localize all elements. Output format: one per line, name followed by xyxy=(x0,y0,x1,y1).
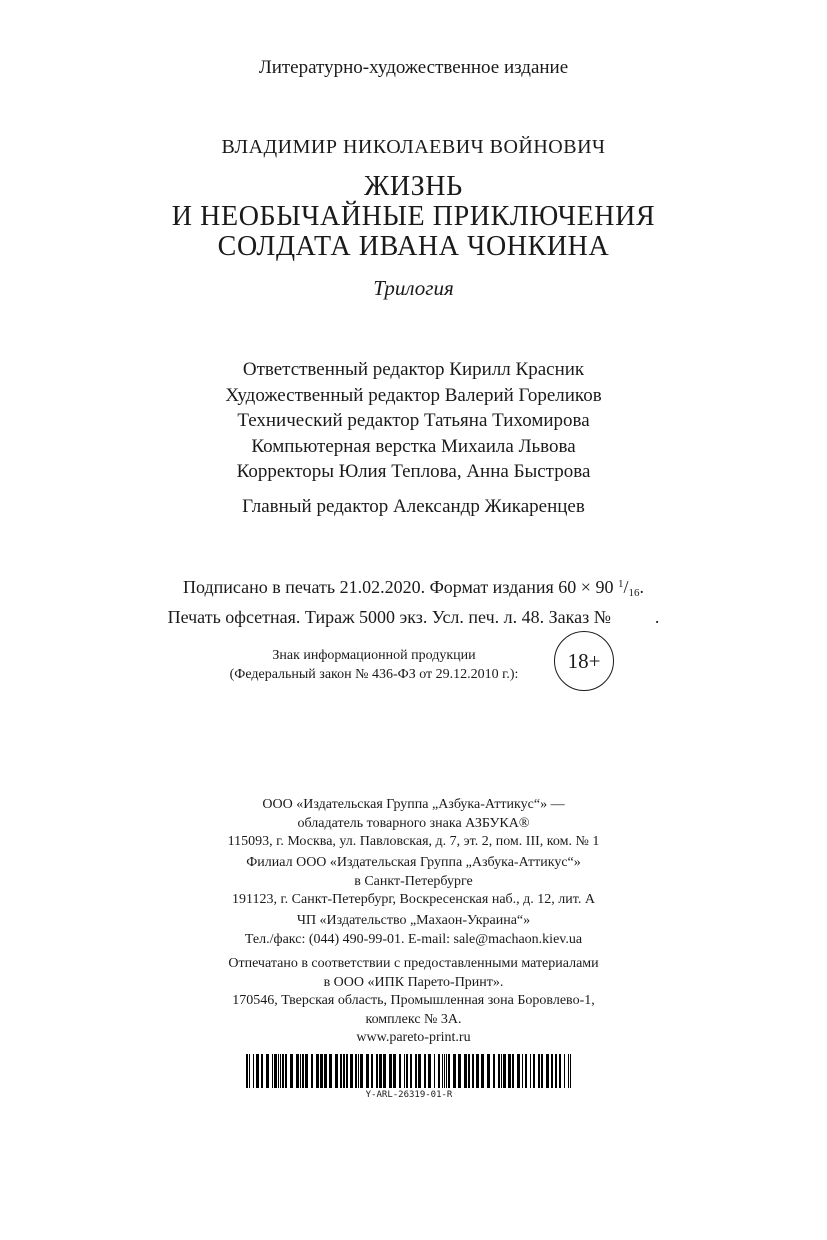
print-info-punct: . xyxy=(639,577,644,597)
barcode-bar xyxy=(522,1054,523,1088)
imprint-line: ЧП «Издательство „Махаон-Украина“» xyxy=(296,913,531,928)
barcode-bar xyxy=(282,1054,284,1088)
barcode-bar xyxy=(285,1054,287,1088)
barcode-bar xyxy=(376,1054,378,1088)
print-info-text: Печать офсетная. Тираж 5000 экз. Усл. печ. л. 48. Заказ № xyxy=(167,607,611,627)
barcode-bar xyxy=(503,1054,506,1088)
print-info-line-2 xyxy=(0,605,827,629)
barcode-bar xyxy=(371,1054,373,1088)
barcode-bar xyxy=(512,1054,514,1088)
barcode-bar xyxy=(538,1054,540,1088)
barcode-bar xyxy=(246,1054,248,1088)
format-denominator: 16 xyxy=(628,587,640,599)
barcode-bar xyxy=(444,1054,445,1088)
barcode-bar xyxy=(525,1054,527,1088)
barcode-bars xyxy=(244,1054,574,1088)
barcode-bar xyxy=(498,1054,500,1088)
barcode-bar xyxy=(559,1054,561,1088)
barcode-bar xyxy=(551,1054,553,1088)
imprint-ukraine xyxy=(0,912,827,949)
barcode-bar xyxy=(555,1054,557,1088)
barcode-bar xyxy=(517,1054,520,1088)
barcode-bar xyxy=(350,1054,353,1088)
barcode-bar xyxy=(383,1054,386,1088)
barcode-bar xyxy=(278,1054,279,1088)
edition-type: Литературно-художественное издание xyxy=(258,57,569,78)
age-rating-value: 18+ xyxy=(567,648,601,673)
barcode-bar xyxy=(458,1054,461,1088)
barcode-bar xyxy=(343,1054,345,1088)
barcode-bar xyxy=(272,1054,273,1088)
credit-line: Компьютерная верстка Михаила Львова xyxy=(251,435,576,457)
barcode-bar xyxy=(428,1054,431,1088)
barcode-bar xyxy=(256,1054,259,1088)
barcode-bar xyxy=(404,1054,405,1088)
barcode-bar xyxy=(249,1054,250,1088)
barcode-bar xyxy=(481,1054,484,1088)
credit-line: Ответственный редактор Кирилл Красник xyxy=(242,359,585,380)
barcode-bar xyxy=(296,1054,299,1088)
book-title xyxy=(0,172,827,262)
credit-line: Корректоры Юлия Теплова, Анна Быстрова xyxy=(236,461,591,482)
barcode-bar xyxy=(438,1054,440,1088)
imprint-line: Отпечатано в соответствии с предоставленными материалами xyxy=(228,956,599,971)
barcode-bar xyxy=(570,1054,571,1088)
barcode-bar xyxy=(355,1054,357,1088)
barcode-bar xyxy=(290,1054,293,1088)
book-subtitle: Трилогия xyxy=(373,276,454,300)
barcode-bar xyxy=(448,1054,450,1088)
imprint-line: 191123, г. Санкт-Петербург, Воскресенская наб., д. 12, лит. А xyxy=(232,892,595,907)
format-slash: / xyxy=(623,577,629,597)
barcode-bar xyxy=(274,1054,277,1088)
barcode-bar xyxy=(406,1054,408,1088)
title-line: ЖИЗНЬ xyxy=(364,171,463,202)
barcode-bar xyxy=(253,1054,254,1088)
title-line: СОЛДАТА ИВАНА ЧОНКИНА xyxy=(217,231,610,262)
barcode-bar xyxy=(379,1054,382,1088)
credit-line: Художественный редактор Валерий Гореликов xyxy=(225,384,602,406)
credits-list xyxy=(0,357,827,485)
barcode-bar xyxy=(418,1054,421,1088)
barcode-bar xyxy=(541,1054,543,1088)
chief-editor: Главный редактор Александр Жикаренцев xyxy=(242,496,585,517)
barcode-bar xyxy=(324,1054,327,1088)
barcode-bar xyxy=(472,1054,474,1088)
barcode-bar xyxy=(366,1054,369,1088)
age-rating-badge xyxy=(554,631,614,691)
barcode-bar xyxy=(564,1054,565,1088)
print-info-line-1 xyxy=(0,572,827,605)
imprint-line: 170546, Тверская область, Промышленная зона Боровлево-1, xyxy=(232,993,595,1008)
barcode-bar xyxy=(476,1054,479,1088)
barcode-bar xyxy=(280,1054,281,1088)
barcode-bar xyxy=(464,1054,467,1088)
age-rating-line: Знак информационной продукции xyxy=(272,648,476,663)
barcode-bar xyxy=(424,1054,426,1088)
barcode-bar xyxy=(415,1054,417,1088)
imprint-line: www.pareto-print.ru xyxy=(356,1030,471,1045)
barcode-bar xyxy=(508,1054,511,1088)
barcode-bar xyxy=(399,1054,401,1088)
barcode-bar xyxy=(302,1054,304,1088)
imprint-printer xyxy=(0,955,827,1048)
barcode-bar xyxy=(389,1054,392,1088)
barcode-bar xyxy=(410,1054,412,1088)
barcode-bar xyxy=(530,1054,531,1088)
format-fraction xyxy=(618,577,640,597)
imprint-branch xyxy=(0,854,827,910)
title-line: И НЕОБЫЧАЙНЫЕ ПРИКЛЮЧЕНИЯ xyxy=(171,201,656,232)
barcode-bar xyxy=(568,1054,569,1088)
print-info-punct: . xyxy=(654,607,660,627)
barcode-bar xyxy=(316,1054,319,1088)
imprint-line: обладатель товарного знака АЗБУКА® xyxy=(297,815,530,831)
author-name: ВЛАДИМИР НИКОЛАЕВИЧ ВОЙНОВИЧ xyxy=(221,136,606,158)
barcode-bar xyxy=(266,1054,269,1088)
imprint-line: ООО «Издательская Группа „Азбука-Аттикус“» — xyxy=(262,797,565,812)
imprint-line: в Санкт-Петербурге xyxy=(354,873,473,889)
barcode-bar xyxy=(501,1054,502,1088)
barcode xyxy=(244,1054,574,1100)
barcode-bar xyxy=(442,1054,443,1088)
barcode-bar xyxy=(305,1054,308,1088)
barcode-bar xyxy=(446,1054,447,1088)
print-info-text: Подписано в печать 21.02.2020. Формат издания 60 × 90 xyxy=(183,577,618,597)
imprint-line: комплекс № 3А. xyxy=(365,1011,462,1027)
barcode-bar xyxy=(533,1054,535,1088)
barcode-bar xyxy=(311,1054,313,1088)
imprint-line: 115093, г. Москва, ул. Павловская, д. 7, эт. 2, пом. III, ком. № 1 xyxy=(227,834,600,849)
barcode-bar xyxy=(546,1054,549,1088)
imprint-publisher xyxy=(0,796,827,852)
barcode-bar xyxy=(358,1054,359,1088)
print-info xyxy=(0,572,827,629)
imprint-line: Тел./факс: (044) 490-99-01. E-mail: sale@machaon.kiev.ua xyxy=(244,931,583,947)
barcode-bar xyxy=(360,1054,363,1088)
imprint-line: Филиал ООО «Издательская Группа „Азбука-Аттикус“» xyxy=(246,855,581,870)
barcode-bar xyxy=(393,1054,396,1088)
barcode-code: Y-ARL-26319-01-R xyxy=(365,1090,453,1100)
barcode-bar xyxy=(340,1054,342,1088)
barcode-bar xyxy=(329,1054,332,1088)
barcode-bar xyxy=(261,1054,263,1088)
barcode-bar xyxy=(320,1054,323,1088)
barcode-bar xyxy=(346,1054,348,1088)
barcode-bar xyxy=(487,1054,490,1088)
credit-line: Технический редактор Татьяна Тихомирова xyxy=(237,410,590,431)
imprint-line: в ООО «ИПК Парето-Принт». xyxy=(323,974,504,990)
barcode-bar xyxy=(468,1054,470,1088)
format-numerator: 1 xyxy=(617,578,624,590)
age-rating-line: (Федеральный закон № 436-ФЗ от 29.12.2010 г.): xyxy=(229,667,519,682)
barcode-bar xyxy=(453,1054,456,1088)
barcode-bar xyxy=(493,1054,495,1088)
barcode-bar xyxy=(335,1054,338,1088)
age-rating-label xyxy=(205,646,543,684)
barcode-bar xyxy=(300,1054,301,1088)
barcode-bar xyxy=(434,1054,435,1088)
